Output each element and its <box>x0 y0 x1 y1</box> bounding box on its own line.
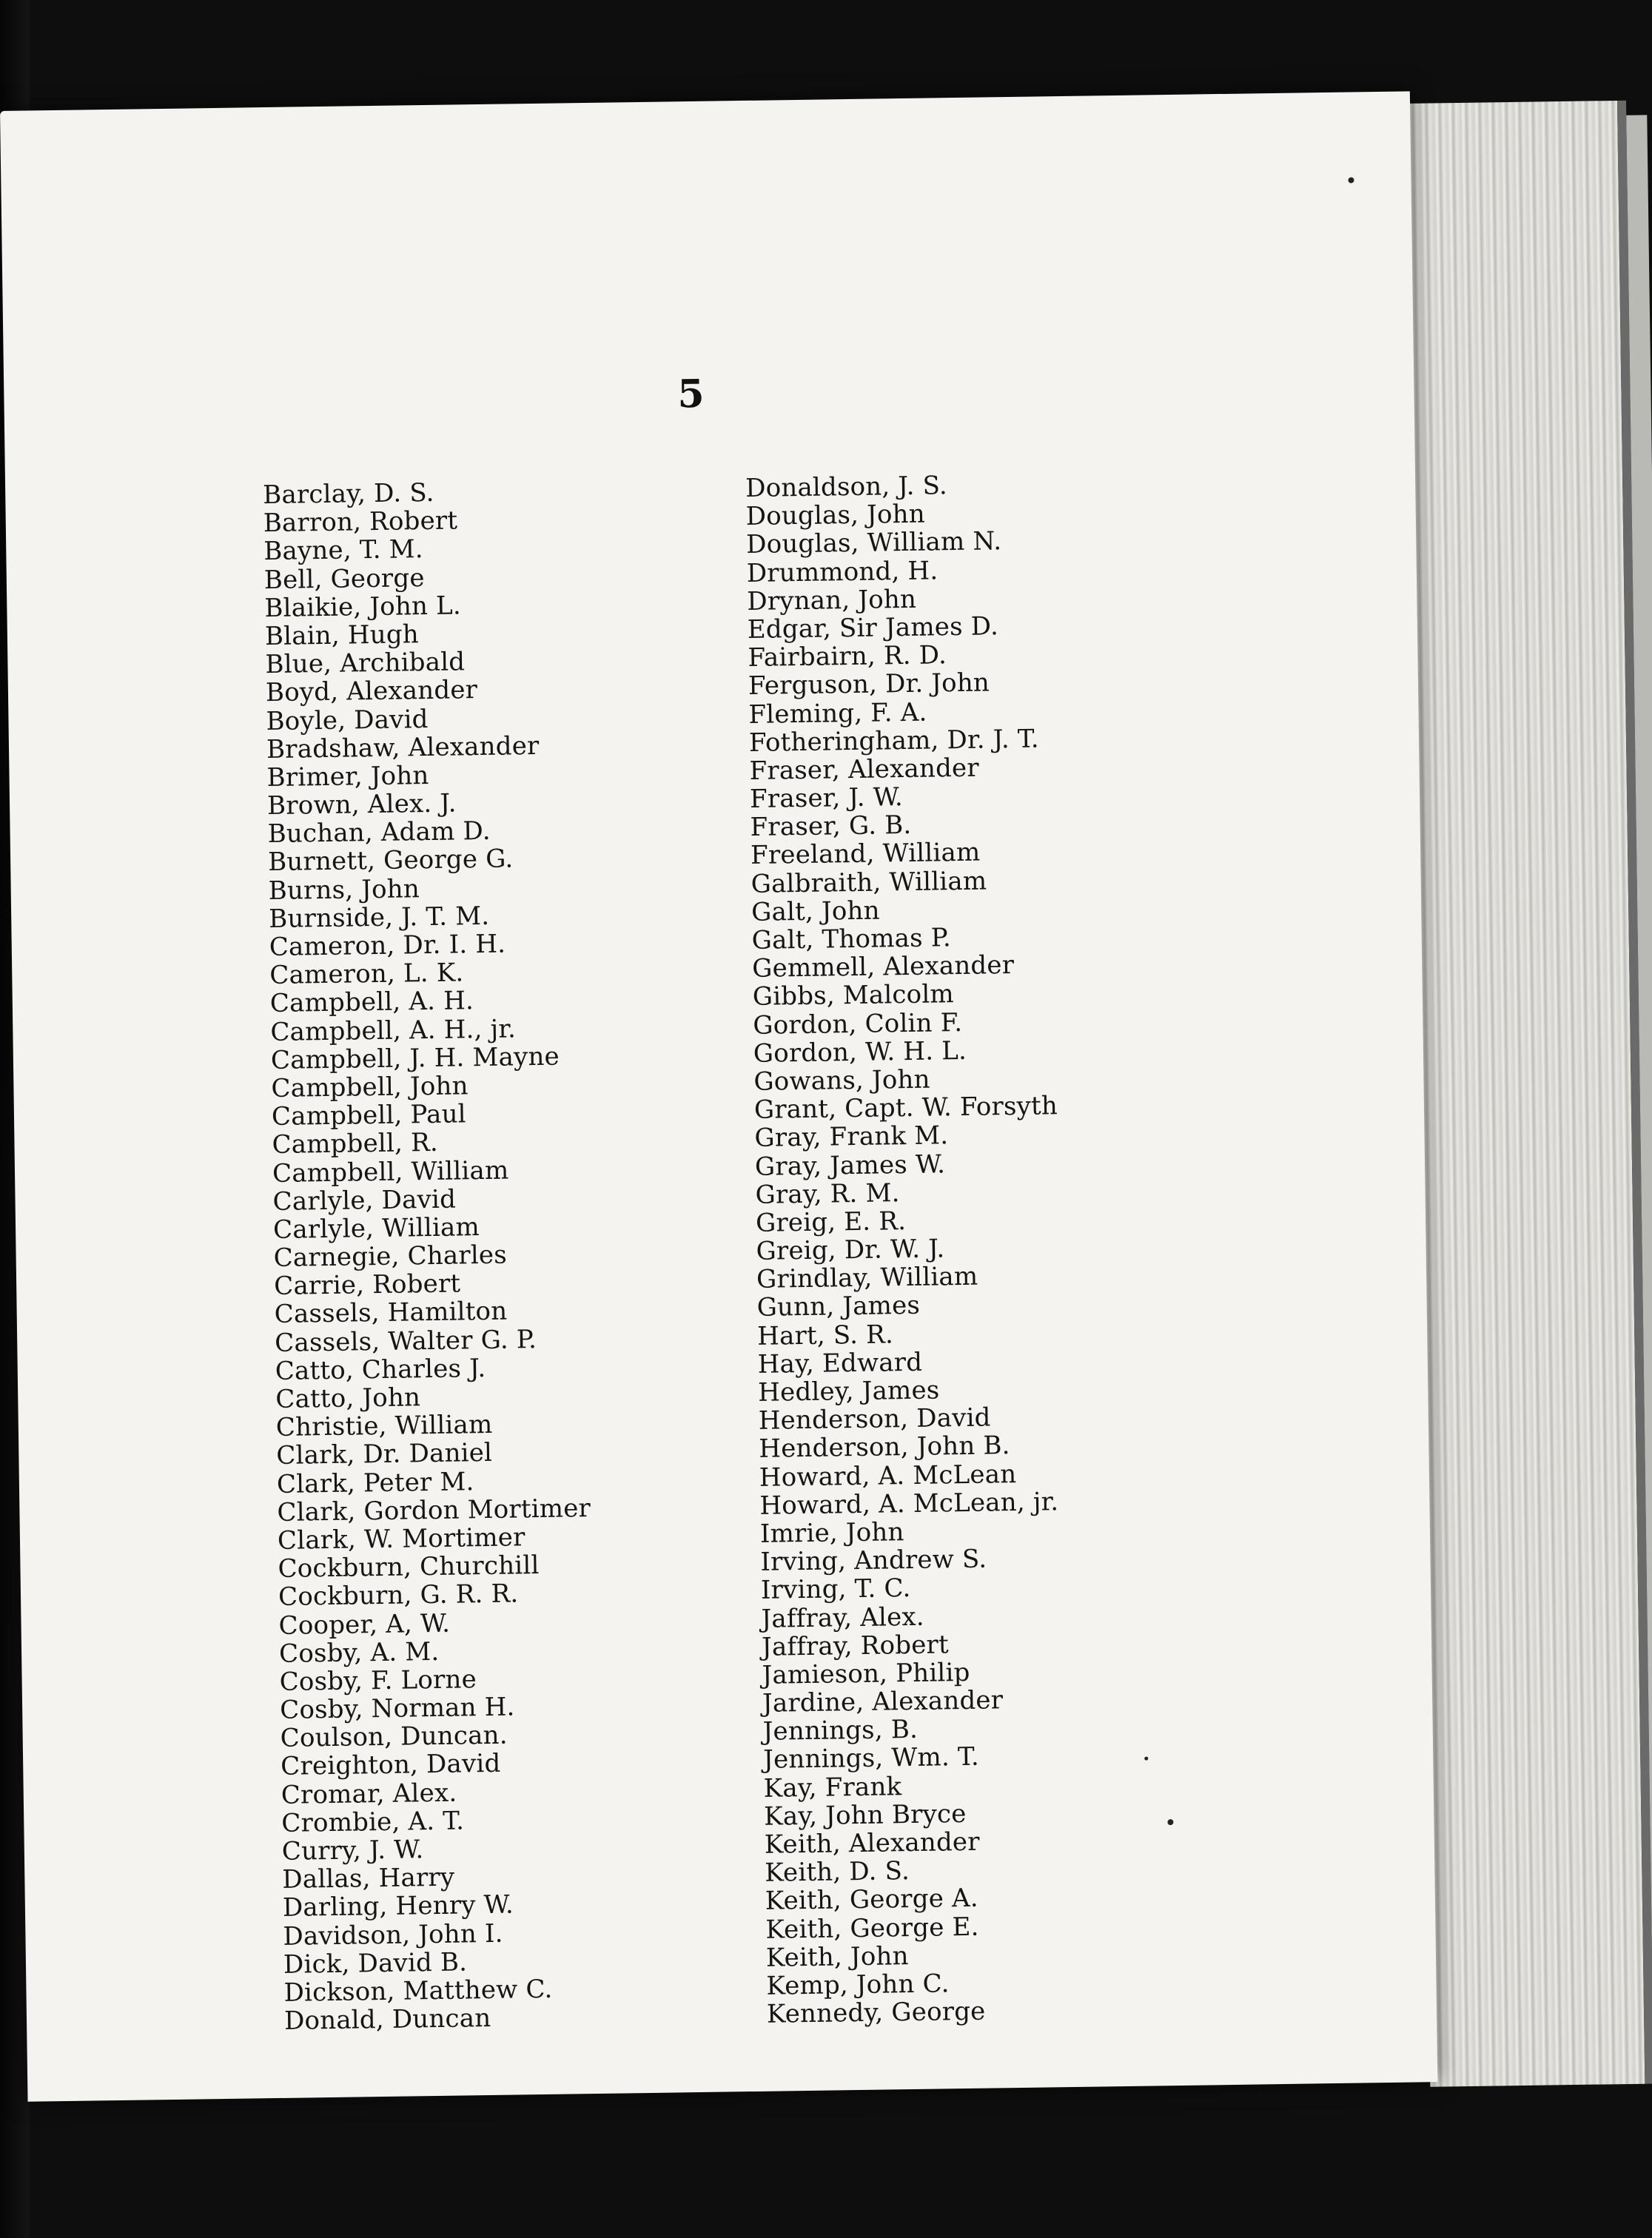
name-entry: Bayne, T. M. <box>263 534 424 567</box>
name-entry: Campbell, John <box>271 1071 469 1103</box>
name-entry: Crombie, A. T. <box>281 1806 465 1838</box>
name-entry: Irving, Andrew S. <box>760 1544 987 1577</box>
page-edges <box>1403 101 1652 2087</box>
name-entry: Keith, George E. <box>765 1912 979 1945</box>
name-entry: Coulson, Duncan. <box>280 1720 508 1754</box>
name-entry: Jaffray, Alex. <box>761 1602 925 1634</box>
name-entry: Campbell, A. H., jr. <box>270 1013 517 1047</box>
name-entry: Cassels, Walter G. P. <box>274 1324 537 1358</box>
name-entry: Jennings, Wm. T. <box>762 1742 980 1775</box>
name-entry: Dallas, Harry <box>282 1862 455 1895</box>
name-entry: Hart, S. R. <box>756 1319 894 1351</box>
name-entry: Gibbs, Malcolm <box>752 979 955 1012</box>
name-entry: Kay, John Bryce <box>763 1798 967 1832</box>
name-entry: Kay, Frank <box>763 1771 902 1804</box>
name-entry: Keith, Alexander <box>764 1827 980 1860</box>
name-entry: Ferguson, Dr. John <box>748 668 990 702</box>
name-entry: Cockburn, G. R. R. <box>278 1579 519 1613</box>
name-entry: Campbell, William <box>272 1155 509 1189</box>
name-entry: Catto, Charles J. <box>275 1353 486 1386</box>
name-entry: Gordon, Colin F. <box>753 1007 963 1041</box>
name-entry: Bell, George <box>263 562 425 595</box>
name-entry: Keith, D. S. <box>765 1856 910 1888</box>
name-entry: Dickson, Matthew C. <box>283 1974 553 2008</box>
name-entry: Fraser, G. B. <box>750 810 912 843</box>
name-entry: Davidson, John I. <box>283 1918 503 1952</box>
name-entry: Douglas, William N. <box>746 526 1002 560</box>
name-entry: Fleming, F. A. <box>748 697 927 730</box>
name-entry: Blue, Archibald <box>265 647 466 680</box>
name-entry: Edgar, Sir James D. <box>747 611 999 645</box>
name-entry: Grindlay, William <box>756 1261 978 1295</box>
name-entry: Galt, John <box>751 895 880 927</box>
name-entry: Howard, A. McLean, jr. <box>759 1486 1059 1521</box>
book-page <box>0 91 1437 2101</box>
name-entry: Gordon, W. H. L. <box>753 1035 967 1069</box>
name-entry: Darling, Henry W. <box>282 1889 514 1923</box>
name-entry: Gowans, John <box>753 1064 930 1097</box>
name-entry: Burnett, George G. <box>267 844 514 878</box>
name-entry: Gray, R. M. <box>755 1177 900 1210</box>
name-entry: Carrie, Robert <box>273 1268 461 1302</box>
name-entry: Fairbairn, R. D. <box>748 640 947 673</box>
print-speck <box>1348 177 1354 183</box>
name-entry: Kennedy, George <box>766 1996 986 2029</box>
name-entry: Gemmell, Alexander <box>752 950 1015 984</box>
name-entry: Drynan, John <box>747 584 917 616</box>
name-entry: Keith, George A. <box>765 1884 979 1917</box>
name-entry: Keith, John <box>765 1940 909 1973</box>
name-entry: Cockburn, Churchill <box>278 1550 540 1585</box>
print-speck <box>1167 1819 1173 1825</box>
name-entry: Carlyle, David <box>272 1184 457 1217</box>
name-entry: Blaikie, John L. <box>264 591 462 623</box>
name-entry: Drummond, H. <box>746 555 939 588</box>
name-entry: Barron, Robert <box>263 505 458 539</box>
name-entry: Jardine, Alexander <box>762 1685 1004 1718</box>
name-entry: Campbell, J. H. Mayne <box>270 1041 560 1075</box>
name-entry: Cameron, Dr. I. H. <box>269 929 506 963</box>
name-entry: Curry, J. W. <box>281 1835 424 1866</box>
name-entry: Clark, Dr. Daniel <box>276 1438 493 1471</box>
name-entry: Gray, Frank M. <box>754 1120 949 1154</box>
name-entry: Donald, Duncan <box>283 2003 491 2037</box>
name-entry: Greig, Dr. W. J. <box>756 1234 945 1266</box>
name-entry: Fraser, Alexander <box>749 753 980 786</box>
name-entry: Boyle, David <box>266 704 429 736</box>
name-entry: Hay, Edward <box>757 1347 923 1380</box>
name-entry: Clark, W. Mortimer <box>277 1522 526 1556</box>
name-entry: Cooper, A, W. <box>278 1608 451 1641</box>
name-entry: Carnegie, Charles <box>273 1240 508 1274</box>
name-entry: Cosby, F. Lorne <box>279 1664 477 1697</box>
right-name-column <box>745 470 1070 2029</box>
name-entry: Cosby, Norman H. <box>279 1692 515 1725</box>
name-entry: Boyd, Alexander <box>265 675 478 708</box>
name-entry: Campbell, R. <box>272 1128 439 1160</box>
page-number: 5 <box>677 371 705 417</box>
name-entry: Creighton, David <box>280 1749 501 1782</box>
name-entry: Carlyle, William <box>272 1212 480 1245</box>
name-entry: Howard, A. McLean <box>759 1459 1017 1493</box>
name-entry: Burnside, J. T. M. <box>269 901 490 934</box>
name-entry: Barclay, D. S. <box>263 477 434 511</box>
print-speck <box>1144 1757 1148 1761</box>
name-entry: Henderson, John B. <box>759 1431 1010 1465</box>
name-entry: Clark, Gordon Mortimer <box>277 1493 591 1528</box>
name-entry: Jamieson, Philip <box>762 1657 970 1690</box>
name-entry: Bradshaw, Alexander <box>266 730 540 765</box>
name-entry: Douglas, John <box>745 499 926 532</box>
name-entry: Cromar, Alex. <box>281 1778 457 1810</box>
name-entry: Christie, William <box>275 1410 493 1443</box>
name-entry: Fraser, J. W. <box>749 782 904 815</box>
name-entry: Blain, Hugh <box>264 619 420 652</box>
name-entry: Campbell, Paul <box>271 1099 467 1132</box>
name-entry: Hedley, James <box>758 1375 940 1408</box>
name-entry: Cosby, A. M. <box>278 1636 440 1669</box>
name-entry: Buchan, Adam D. <box>267 816 491 850</box>
name-entry: Greig, E. R. <box>755 1206 907 1238</box>
name-entry: Jaffray, Robert <box>761 1629 950 1662</box>
name-entry: Brown, Alex. J. <box>266 788 457 821</box>
left-name-column <box>263 477 598 2035</box>
name-entry: Galt, Thomas P. <box>751 923 952 955</box>
name-entry: Burns, John <box>268 873 420 906</box>
name-entry: Cameron, L. K. <box>269 958 464 991</box>
name-entry: Kemp, John C. <box>766 1969 950 2001</box>
name-entry: Cassels, Hamilton <box>274 1297 508 1330</box>
name-entry: Fotheringham, Dr. J. T. <box>748 724 1040 758</box>
name-entry: Imrie, John <box>759 1517 904 1549</box>
name-entry: Dick, David B. <box>283 1947 468 1980</box>
name-entry: Brimer, John <box>266 760 429 793</box>
name-entry: Gunn, James <box>756 1291 921 1323</box>
name-entry: Henderson, David <box>758 1402 991 1436</box>
name-entry: Clark, Peter M. <box>276 1466 474 1499</box>
name-entry: Grant, Capt. W. Forsyth <box>753 1091 1058 1126</box>
name-entry: Gray, James W. <box>754 1149 946 1182</box>
name-entry: Campbell, A. H. <box>269 986 474 1019</box>
name-entry: Jennings, B. <box>762 1715 919 1747</box>
name-entry: Donaldson, J. S. <box>745 471 948 503</box>
name-entry: Catto, John <box>275 1382 421 1414</box>
name-entry: Irving, T. C. <box>760 1573 911 1606</box>
name-entry: Freeland, William <box>750 838 981 871</box>
name-entry: Galbraith, William <box>751 866 987 899</box>
